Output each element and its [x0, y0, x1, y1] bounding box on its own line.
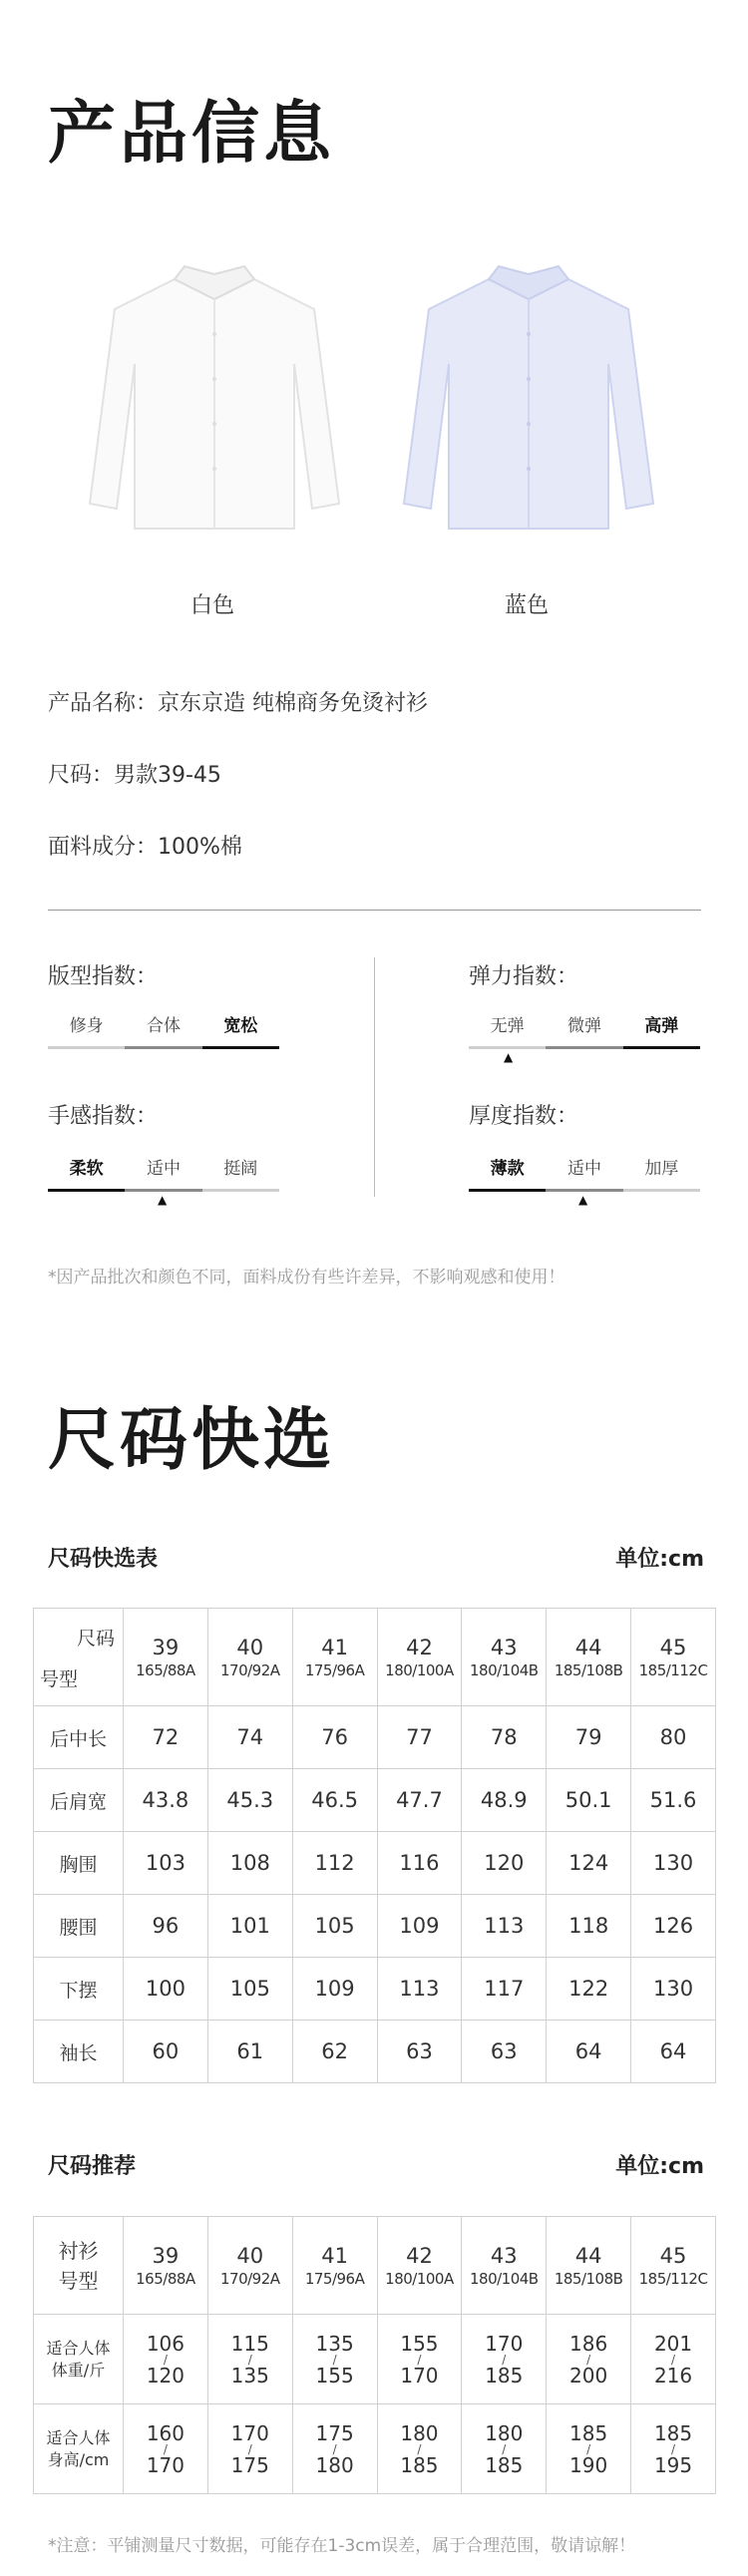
- cell: 47.7: [377, 1769, 462, 1832]
- range-cell: [462, 2404, 547, 2494]
- range-min: 186: [569, 2331, 608, 2356]
- size-code: 180/104B: [469, 2269, 539, 2288]
- thickness-index-title: 厚度指数：: [469, 1104, 579, 1129]
- size-num: 43: [490, 1635, 518, 1659]
- size-code: 170/92A: [219, 2269, 280, 2288]
- range-max: 180: [315, 2452, 354, 2477]
- fit-index-options: [48, 1011, 279, 1041]
- range-max: 185: [485, 2452, 524, 2477]
- range-separator: /: [586, 2441, 591, 2456]
- range-cell: [207, 2315, 292, 2404]
- size-num: 43: [490, 2243, 518, 2268]
- cell: 108: [207, 1832, 292, 1895]
- range-separator: /: [502, 2352, 507, 2367]
- size-header: [377, 1609, 462, 1706]
- cell: 61: [207, 2021, 292, 2083]
- range-min: 135: [315, 2331, 354, 2356]
- range-max: 170: [146, 2452, 186, 2477]
- thickness-option-thin: 薄款: [490, 1159, 525, 1179]
- corner-top-label: 尺码: [76, 1627, 115, 1650]
- range-separator: /: [332, 2352, 337, 2367]
- fit-option-regular: 合体: [146, 1016, 181, 1036]
- cell: 117: [462, 1958, 547, 2021]
- size-num: 40: [236, 2243, 264, 2268]
- range-cell: [547, 2315, 631, 2404]
- row-label: [34, 2404, 124, 2494]
- size-num: 44: [574, 1635, 602, 1659]
- size-header: [462, 1609, 547, 1706]
- size-num: 42: [406, 2243, 433, 2268]
- thickness-index-bar: [469, 1189, 700, 1192]
- cell: 64: [631, 2021, 716, 2083]
- cell: 51.6: [631, 1769, 716, 1832]
- table-row: [34, 2315, 716, 2404]
- row-label: 下摆: [34, 1958, 124, 2021]
- cell: 72: [124, 1706, 208, 1769]
- fit-option-loose: 宽松: [223, 1016, 258, 1036]
- range-max: 155: [315, 2363, 354, 2388]
- range-separator: /: [417, 2352, 422, 2367]
- cell: 105: [207, 1958, 292, 2021]
- table-row: [34, 2021, 716, 2083]
- range-separator: /: [247, 2352, 252, 2367]
- size-num: 41: [321, 1635, 348, 1659]
- size-section-title: 尺码快选: [48, 1401, 336, 1480]
- range-min: 160: [146, 2420, 186, 2445]
- cell: 112: [292, 1832, 377, 1895]
- size-header: [631, 2217, 716, 2315]
- range-cell: [207, 2404, 292, 2494]
- range-cell: [462, 2315, 547, 2404]
- elasticity-option-high: 高弹: [644, 1016, 679, 1036]
- size-header: [462, 2217, 547, 2315]
- size-code: 180/104B: [469, 1660, 539, 1679]
- cell: 105: [292, 1895, 377, 1958]
- size-header: [124, 2217, 208, 2315]
- cell: 74: [207, 1706, 292, 1769]
- cell: 48.9: [462, 1769, 547, 1832]
- range-cell: [631, 2315, 716, 2404]
- size-num: 42: [406, 1635, 433, 1659]
- feel-option-soft: 柔软: [69, 1159, 104, 1179]
- table-row: [34, 2404, 716, 2494]
- row-label-line1: 适合人体: [46, 2427, 111, 2447]
- range-min: 115: [230, 2331, 269, 2356]
- size-recommend-table: [33, 2216, 716, 2494]
- cell: 78: [462, 1706, 547, 1769]
- range-cell: [124, 2315, 208, 2404]
- table-header-row: [34, 1609, 716, 1706]
- color-label-white: 白色: [189, 593, 234, 618]
- range-min: 180: [400, 2420, 439, 2445]
- size-code: 165/88A: [136, 1660, 195, 1679]
- cell: 113: [462, 1895, 547, 1958]
- range-max: 200: [569, 2363, 608, 2388]
- size-num: 45: [659, 1635, 687, 1659]
- size-header: [207, 1609, 292, 1706]
- elasticity-index-options: [469, 1011, 700, 1041]
- feel-index-options: [48, 1154, 279, 1184]
- range-max: 185: [485, 2363, 524, 2388]
- cell: 63: [462, 2021, 547, 2083]
- size-code: 180/100A: [385, 1660, 454, 1679]
- cell: 79: [547, 1706, 631, 1769]
- range-cell: [631, 2404, 716, 2494]
- size-header: [292, 1609, 377, 1706]
- size-header: [377, 2217, 462, 2315]
- corner-cell: [34, 1609, 124, 1706]
- cell: 80: [631, 1706, 716, 1769]
- range-separator: /: [417, 2441, 422, 2456]
- cell: 118: [547, 1895, 631, 1958]
- cell: 45.3: [207, 1769, 292, 1832]
- range-cell: [292, 2404, 377, 2494]
- cell: 130: [631, 1832, 716, 1895]
- range-max: 185: [400, 2452, 439, 2477]
- range-max: 120: [146, 2363, 186, 2388]
- recommend-table-unit: 单位:cm: [615, 2154, 704, 2179]
- elasticity-option-slight: 微弹: [566, 1016, 601, 1036]
- thickness-option-medium: 适中: [566, 1159, 601, 1179]
- cell: 124: [547, 1832, 631, 1895]
- cell: 100: [124, 1958, 208, 2021]
- table-row: [34, 1958, 716, 2021]
- elasticity-index-bar: [469, 1046, 700, 1049]
- blue-shirt-image: [379, 254, 678, 553]
- size-header: [547, 1609, 631, 1706]
- corner-cell: [34, 2217, 124, 2315]
- table-header-row: [34, 2217, 716, 2315]
- table-row: [34, 1895, 716, 1958]
- cell: 46.5: [292, 1769, 377, 1832]
- row-label: 袖长: [34, 2021, 124, 2083]
- range-separator: /: [586, 2352, 591, 2367]
- recommend-table-title: 尺码推荐: [48, 2154, 137, 2179]
- size-header: [631, 1609, 716, 1706]
- size-header: [207, 2217, 292, 2315]
- range-max: 135: [230, 2363, 269, 2388]
- product-fabric: 面料成分：100%棉: [48, 835, 242, 860]
- corner-top-label: 衬衫: [58, 2238, 99, 2263]
- feel-option-medium: 适中: [146, 1159, 181, 1179]
- cell: 109: [292, 1958, 377, 2021]
- cell: 109: [377, 1895, 462, 1958]
- cell: 116: [377, 1832, 462, 1895]
- cell: 122: [547, 1958, 631, 2021]
- color-label-blue: 蓝色: [504, 593, 549, 618]
- size-code: 165/88A: [136, 2269, 195, 2288]
- cell: 43.8: [124, 1769, 208, 1832]
- row-label: [34, 2315, 124, 2404]
- white-shirt-image: [65, 254, 364, 553]
- corner-bottom-label: 号型: [40, 1667, 79, 1690]
- table-row: [34, 1832, 716, 1895]
- quick-table-unit: 单位:cm: [615, 1547, 704, 1572]
- feel-marker-icon: ▲: [158, 1193, 168, 1207]
- range-separator: /: [163, 2352, 168, 2367]
- range-max: 190: [569, 2452, 608, 2477]
- fit-index-bar: [48, 1046, 279, 1049]
- row-label-line1: 适合人体: [46, 2338, 111, 2358]
- range-min: 201: [653, 2331, 693, 2356]
- size-code: 185/112C: [638, 2269, 708, 2288]
- cell: 50.1: [547, 1769, 631, 1832]
- table-row: [34, 1769, 716, 1832]
- cell: 120: [462, 1832, 547, 1895]
- size-code: 185/108B: [554, 2269, 623, 2288]
- range-min: 155: [400, 2331, 439, 2356]
- row-label-line2: 身高/cm: [47, 2449, 110, 2469]
- size-code: 175/96A: [304, 1660, 365, 1679]
- elasticity-marker-icon: ▲: [504, 1050, 514, 1064]
- size-code: 180/100A: [385, 2269, 454, 2288]
- size-quick-table: [33, 1608, 716, 2083]
- size-num: 40: [236, 1635, 264, 1659]
- range-cell: [377, 2315, 462, 2404]
- range-separator: /: [332, 2441, 337, 2456]
- product-size-range: 尺码：男款39-45: [48, 763, 221, 788]
- range-cell: [124, 2404, 208, 2494]
- range-separator: /: [247, 2441, 252, 2456]
- range-cell: [547, 2404, 631, 2494]
- cell: 62: [292, 2021, 377, 2083]
- range-min: 175: [315, 2420, 354, 2445]
- size-code: 175/96A: [304, 2269, 365, 2288]
- thickness-index-options: [469, 1154, 700, 1184]
- size-code: 185/108B: [554, 1660, 623, 1679]
- product-name: 产品名称：京东京造 纯棉商务免烫衬衫: [48, 691, 428, 716]
- range-cell: [377, 2404, 462, 2494]
- fit-option-slim: 修身: [69, 1016, 104, 1036]
- range-max: 170: [400, 2363, 439, 2388]
- feel-option-stiff: 挺阔: [223, 1159, 258, 1179]
- cell: 96: [124, 1895, 208, 1958]
- size-header: [547, 2217, 631, 2315]
- measurement-note: *注意：平铺测量尺寸数据，可能存在1-3cm误差，属于合理范围，敬请谅解！: [48, 2536, 636, 2556]
- cell: 63: [377, 2021, 462, 2083]
- cell: 130: [631, 1958, 716, 2021]
- range-min: 170: [230, 2420, 269, 2445]
- cell: 126: [631, 1895, 716, 1958]
- product-info-title: 产品信息: [48, 95, 336, 174]
- range-separator: /: [671, 2352, 676, 2367]
- size-num: 39: [152, 1635, 180, 1659]
- cell: 60: [124, 2021, 208, 2083]
- range-min: 106: [146, 2331, 186, 2356]
- feel-index-title: 手感指数：: [48, 1104, 159, 1129]
- range-max: 175: [230, 2452, 269, 2477]
- range-min: 170: [485, 2331, 524, 2356]
- range-min: 185: [653, 2420, 693, 2445]
- size-code: 170/92A: [219, 1660, 280, 1679]
- size-num: 41: [321, 2243, 348, 2268]
- cell: 103: [124, 1832, 208, 1895]
- range-min: 185: [569, 2420, 608, 2445]
- section-divider: [48, 910, 701, 911]
- cell: 101: [207, 1895, 292, 1958]
- range-separator: /: [163, 2441, 168, 2456]
- size-header: [292, 2217, 377, 2315]
- feel-index-bar: [48, 1189, 279, 1192]
- row-label: 胸围: [34, 1832, 124, 1895]
- range-cell: [292, 2315, 377, 2404]
- cell: 113: [377, 1958, 462, 2021]
- quick-table-title: 尺码快选表: [48, 1547, 159, 1572]
- index-divider: [374, 957, 375, 1197]
- row-label: 后中长: [34, 1706, 124, 1769]
- fit-index-title: 版型指数：: [48, 964, 159, 989]
- thickness-marker-icon: ▲: [578, 1193, 588, 1207]
- size-code: 185/112C: [638, 1660, 708, 1679]
- range-separator: /: [502, 2441, 507, 2456]
- row-label-line2: 体重/斤: [51, 2360, 106, 2380]
- size-num: 39: [152, 2243, 180, 2268]
- range-separator: /: [671, 2441, 676, 2456]
- elasticity-option-none: 无弹: [490, 1016, 525, 1036]
- thickness-option-thick: 加厚: [644, 1159, 679, 1179]
- range-min: 180: [485, 2420, 524, 2445]
- size-num: 45: [659, 2243, 687, 2268]
- row-label: 后肩宽: [34, 1769, 124, 1832]
- size-num: 44: [574, 2243, 602, 2268]
- range-max: 195: [653, 2452, 693, 2477]
- corner-bottom-label: 号型: [58, 2268, 99, 2293]
- cell: 64: [547, 2021, 631, 2083]
- cell: 77: [377, 1706, 462, 1769]
- range-max: 216: [653, 2363, 693, 2388]
- elasticity-index-title: 弹力指数：: [469, 964, 579, 989]
- fabric-note: *因产品批次和颜色不同，面料成份有些许差异，不影响观感和使用！: [48, 1268, 565, 1288]
- row-label: 腰围: [34, 1895, 124, 1958]
- cell: 76: [292, 1706, 377, 1769]
